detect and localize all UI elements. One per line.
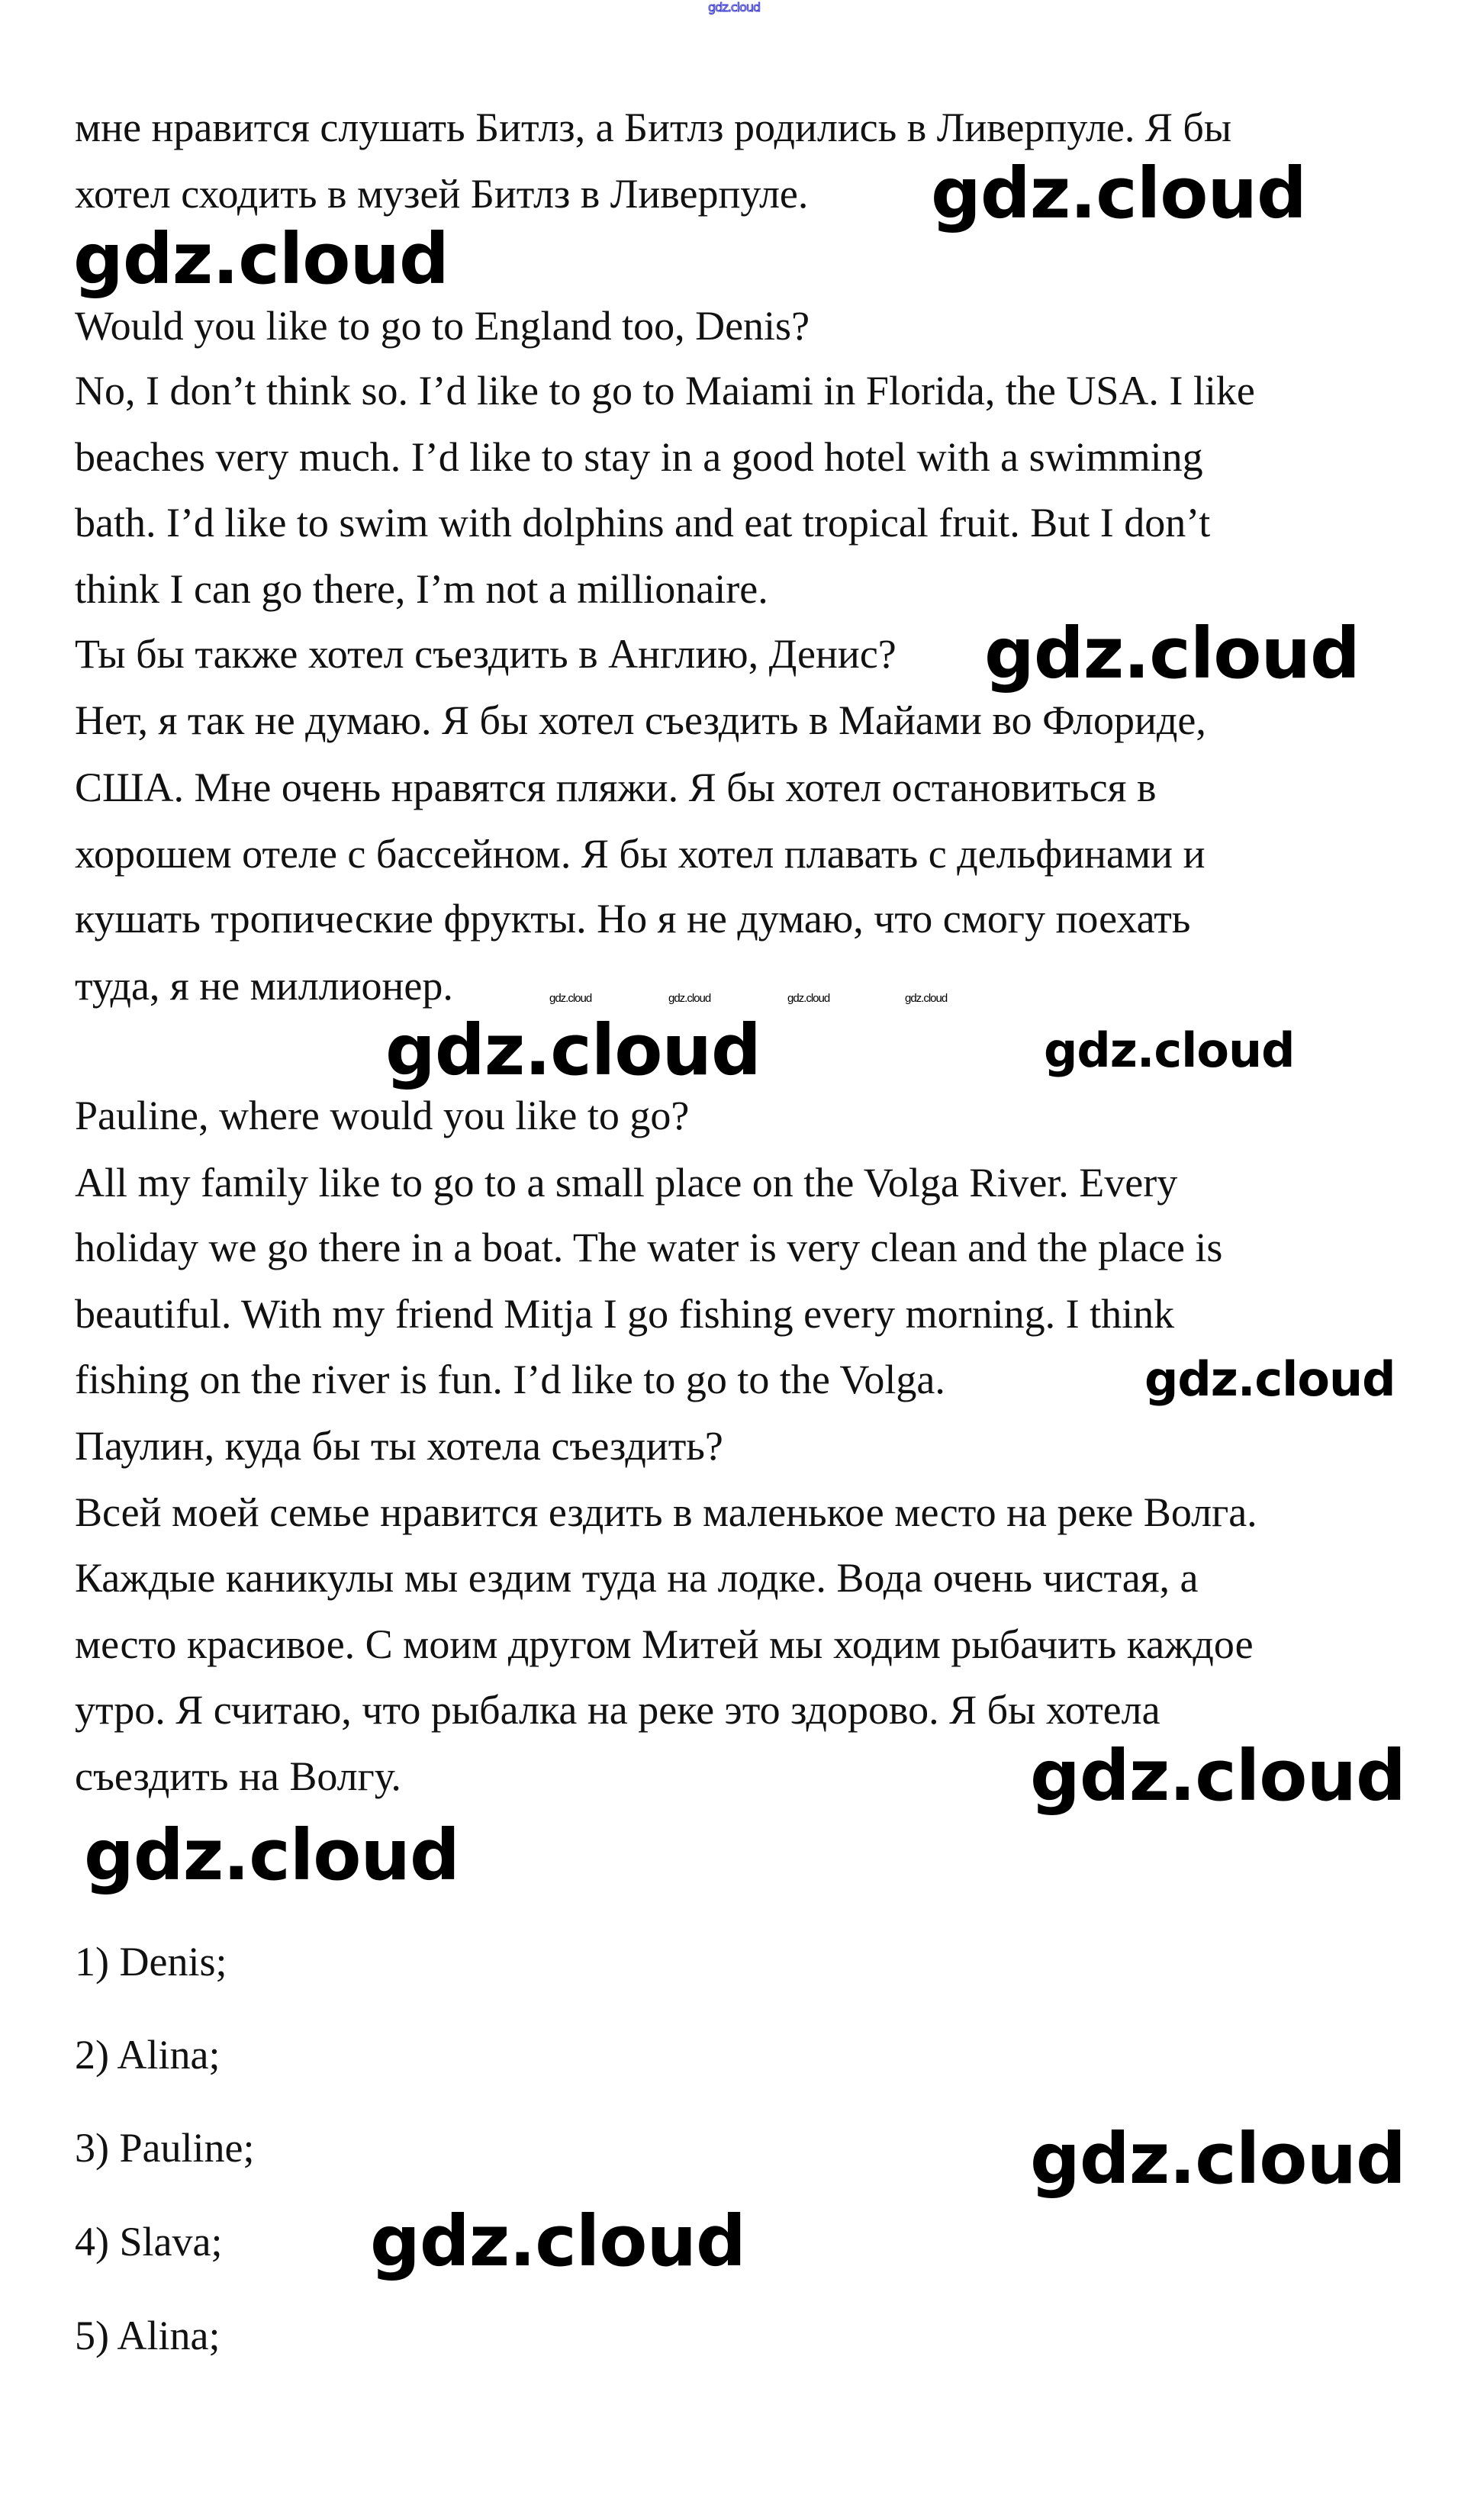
top-watermark: gdz.cloud (708, 0, 761, 14)
text-line: All my family like to go to a small place on the Volga River. Every (75, 1160, 1178, 1206)
text-line: Нет, я так не думаю. Я бы хотел съездить в Майами во Флориде, (75, 697, 1206, 743)
text-line: место красивое. С моим другом Митей мы ходим рыбачить каждое (75, 1621, 1254, 1667)
watermark: gdz.cloud (931, 153, 1306, 234)
text-line: beaches very much. I’d like to stay in a good hotel with a swimming (75, 434, 1203, 480)
watermark: gdz.cloud (549, 992, 592, 1005)
text-line: beautiful. With my friend Mitja I go fishing every morning. I think (75, 1291, 1175, 1337)
watermark: gdz.cloud (84, 1814, 459, 1896)
watermark: gdz.cloud (787, 992, 830, 1005)
answer-item: 1) Denis; (75, 1939, 227, 1985)
answer-item: 3) Pauline; (75, 2125, 255, 2171)
text-line: fishing on the river is fun. I’d like to go to the Volga. (75, 1357, 945, 1402)
watermark: gdz.cloud (370, 2200, 745, 2282)
text-line: кушать тропические фрукты. Но я не думаю, что смогу поехать (75, 896, 1191, 942)
text-line: США. Мне очень нравятся пляжи. Я бы хотел остановиться в (75, 765, 1157, 810)
text-line: мне нравится слушать Битлз, а Битлз родились в Ливерпуле. Я бы (75, 105, 1232, 150)
watermark: gdz.cloud (1144, 1351, 1395, 1407)
text-line: съездить на Волгу. (75, 1753, 401, 1799)
text-line: Паулин, куда бы ты хотела съездить? (75, 1423, 723, 1469)
text-line: туда, я не миллионер. (75, 963, 453, 1009)
text-line: Каждые каникулы мы ездим туда на лодке. Вода очень чистая, а (75, 1555, 1199, 1601)
watermark: gdz.cloud (73, 218, 449, 300)
text-line: think I can go there, I’m not a millionaire. (75, 566, 768, 612)
watermark: gdz.cloud (1030, 1735, 1405, 1817)
text-line: Всей моей семье нравится ездить в маленькое место на реке Волга. (75, 1489, 1257, 1535)
answer-item: 5) Alina; (75, 2313, 221, 2358)
text-line: holiday we go there in a boat. The water is very clean and the place is (75, 1225, 1223, 1270)
text-line: утро. Я считаю, что рыбалка на реке это здорово. Я бы хотела (75, 1687, 1160, 1733)
watermark: gdz.cloud (905, 992, 948, 1005)
text-line: Ты бы также хотел съездить в Англию, Денис? (75, 631, 897, 677)
text-line: Pauline, where would you like to go? (75, 1093, 690, 1138)
watermark: gdz.cloud (385, 1009, 761, 1091)
text-line: bath. I’d like to swim with dolphins and eat tropical fruit. But I don’t (75, 500, 1211, 546)
text-line: хотел сходить в музей Битлз в Ливерпуле. (75, 171, 809, 217)
text-line: No, I don’t think so. I’d like to go to Maiami in Florida, the USA. I like (75, 368, 1255, 414)
watermark: gdz.cloud (1030, 2118, 1405, 2200)
watermark: gdz.cloud (984, 613, 1360, 694)
text-line: хорошем отеле с бассейном. Я бы хотел плавать с дельфинами и (75, 831, 1206, 877)
answer-item: 2) Alina; (75, 2032, 221, 2078)
text-line: Would you like to go to England too, Denis? (75, 303, 810, 349)
answer-item: 4) Slava; (75, 2219, 223, 2265)
watermark: gdz.cloud (1044, 1022, 1295, 1078)
watermark: gdz.cloud (668, 992, 711, 1005)
